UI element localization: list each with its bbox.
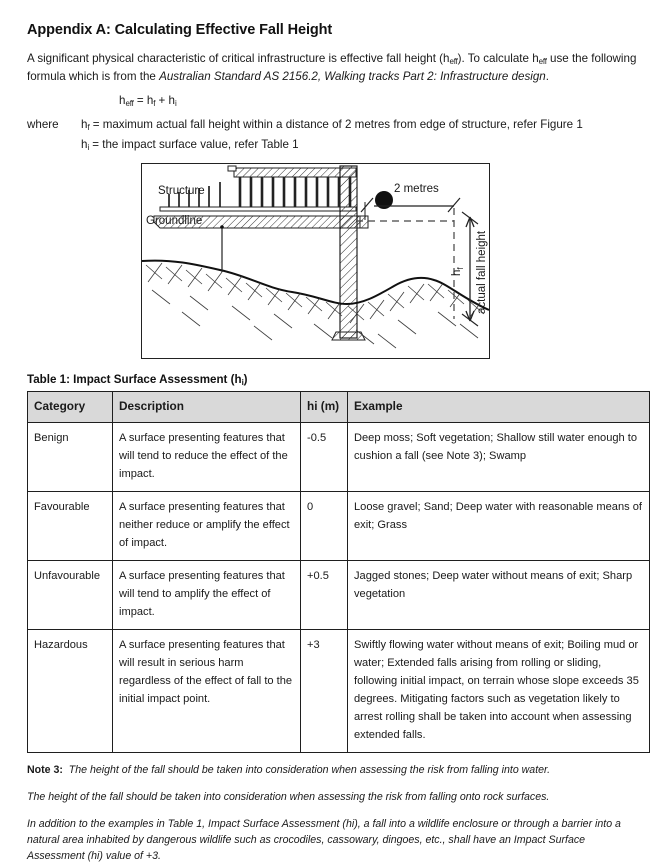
- intro-subscript-eff-1: eff: [449, 57, 458, 66]
- groundline-leader: [220, 225, 224, 272]
- standard-reference: Australian Standard AS 2156.2, Walking tracks Part 2: Infrastructure design: [159, 69, 546, 83]
- table-row: [28, 630, 650, 753]
- table-header-row: [28, 392, 650, 423]
- figure-label-groundline: Groundline: [146, 215, 203, 227]
- where-hi-symbol: h: [81, 138, 88, 151]
- note-wildlife: In addition to the examples in Table 1, Impact Surface Assessment (hi), a fall into a wildlife enclosure or through a barrier into a natural area inhabited by dangerous wildlife such as crocodiles, cassowary, dingoes, etc., shall have an Impact Surface Assessment (hi) value of +3.: [27, 818, 621, 862]
- figure-label-structure: Structure: [158, 185, 205, 197]
- impact-surface-assessment-table: [27, 391, 650, 753]
- cell-hi-value: +0.5: [301, 561, 348, 630]
- cell-example: Jagged stones; Deep water without means of exit; Sharp vegetation: [348, 561, 650, 630]
- where-definition-hf: [27, 118, 639, 131]
- intro-paragraph: [27, 51, 639, 85]
- where-hf-description: = maximum actual fall height within a distance of 2 metres from edge of structure, refer Figure 1: [89, 118, 583, 131]
- intro-text-end: .: [545, 69, 549, 83]
- note-rock-surfaces: The height of the fall should be taken into consideration when assessing the risk from falling onto rock surfaces.: [27, 791, 550, 803]
- cell-hi-value: +3: [301, 630, 348, 753]
- cell-hi-value: 0: [301, 492, 348, 561]
- where-hi-description: = the impact surface value, refer Table 1: [89, 138, 299, 151]
- svg-text:actual fall height: actual fall height: [476, 230, 488, 314]
- table-caption-subscript: i: [241, 378, 244, 387]
- cell-example: Swiftly flowing water without means of exit; Boiling mud or water; Extended falls arising from rolling or sliding, following initial impact, on terrain whose slope exceeds 35 degrees. Mitigating factors such as vegetation likely to arrest rolling shall be taken into account when assessing extended falls.: [348, 630, 650, 753]
- column-header-hi: hi (m): [301, 392, 348, 423]
- cell-category: Favourable: [28, 492, 113, 561]
- where-hi-text: [81, 138, 639, 151]
- formula-effective-fall-height: [27, 94, 639, 107]
- column-header-category: Category: [28, 392, 113, 423]
- cell-category: Benign: [28, 423, 113, 492]
- figure-label-two-metres: 2 metres: [394, 183, 439, 195]
- cell-description: A surface presenting features that will result in serious harm regardless of the effect of fall to the initial impact point.: [113, 630, 301, 753]
- note-3-label: Note 3:: [27, 764, 63, 776]
- figure-1-wrapper: [27, 163, 639, 359]
- column-header-description: Description: [113, 392, 301, 423]
- notes-section: [27, 762, 639, 864]
- table-caption-main: Table 1: Impact Surface Assessment (h: [27, 373, 242, 386]
- column-header-example: Example: [348, 392, 650, 423]
- formula-h-1: h: [119, 94, 126, 107]
- note-3: [27, 762, 639, 778]
- groundline-graphic: [142, 261, 489, 348]
- formula-plus: + h: [155, 94, 175, 107]
- svg-text:hf: $h_f$: [451, 267, 465, 276]
- cell-description: A surface presenting features that will tend to reduce the effect of the impact.: [113, 423, 301, 492]
- where-definition-hi: [27, 138, 639, 151]
- cell-example: Loose gravel; Sand; Deep water with reasonable means of exit; Grass: [348, 492, 650, 561]
- formula-sub-i: i: [174, 99, 177, 108]
- cell-description: A surface presenting features that will tend to amplify the effect of impact.: [113, 561, 301, 630]
- table-caption: [27, 373, 639, 386]
- where-hi-subscript: i: [87, 143, 90, 152]
- table-row: [28, 561, 650, 630]
- cell-category: Unfavourable: [28, 561, 113, 630]
- where-hf-symbol: h: [81, 118, 88, 131]
- note-3-text: The height of the fall should be taken into consideration when assessing the risk from falling into water.: [68, 764, 551, 776]
- figure-1-fall-height-diagram: [141, 163, 490, 359]
- where-hf-subscript: f: [87, 123, 90, 132]
- table-caption-end: ): [243, 373, 248, 386]
- intro-text-part3: use the following formula which is from the: [27, 52, 637, 83]
- formula-sub-eff: eff: [125, 99, 134, 108]
- table-row: [28, 423, 650, 492]
- where-hf-text: [81, 118, 639, 131]
- cell-description: A surface presenting features that neither reduce or amplify the effect of impact.: [113, 492, 301, 561]
- table-row: [28, 492, 650, 561]
- cell-category: Hazardous: [28, 630, 113, 753]
- figure-label-hf: [451, 267, 465, 276]
- cell-example: Deep moss; Soft vegetation; Shallow still water enough to cushion a fall (see Note 3); Swamp: [348, 423, 650, 492]
- figure-label-actual-fall-height: [476, 230, 488, 314]
- formula-sub-f: f: [153, 99, 156, 108]
- where-label: where: [27, 118, 59, 131]
- dimension-extension-lines: [356, 208, 454, 319]
- cell-hi-value: -0.5: [301, 423, 348, 492]
- intro-text-part1: A significant physical characteristic of critical infrastructure is effective fall height (h: [27, 52, 450, 65]
- formula-equals: = h: [133, 94, 154, 107]
- page-title: Appendix A: Calculating Effective Fall Height: [27, 22, 333, 38]
- intro-text-part2: ). To calculate h: [457, 52, 539, 65]
- intro-subscript-eff-2: eff: [538, 57, 547, 66]
